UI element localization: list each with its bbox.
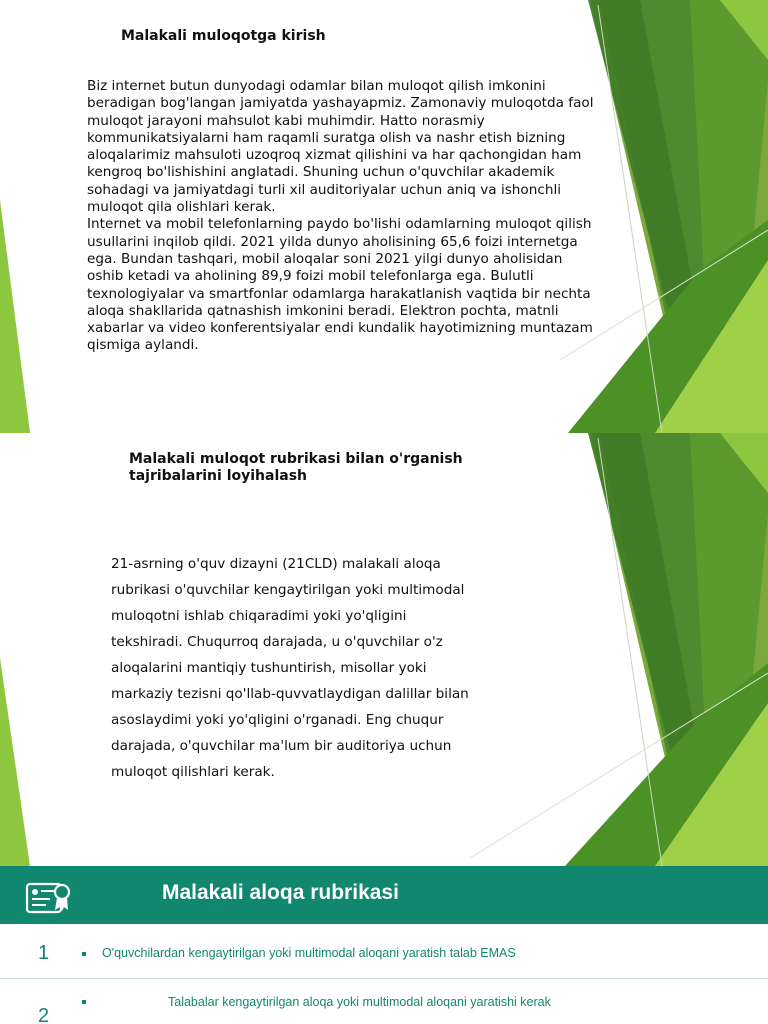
slide-title: Malakali muloqotga kirish	[121, 28, 326, 44]
rubric-title: Malakali aloqa rubrikasi	[162, 881, 399, 904]
slide-body	[87, 78, 599, 355]
row-number: 1	[38, 942, 50, 964]
row-number: 2	[38, 1005, 50, 1024]
bullet-icon	[82, 952, 86, 956]
rubric-row	[0, 924, 768, 979]
slide-title: Malakali muloqot rubrikasi bilan o'rganish tajribalarini loyihalash	[129, 451, 463, 484]
paragraph: Internet va mobil telefonlarning paydo bo'lishi odamlarning muloqot qilish usullarini inqilob qildi. 2021 yilda dunyo aholisining 65,6 foizi internetga ega. Bundan tashqari, mobil aloqalar soni 2021 yilgi dunyo aholisidan oshib ketadi va aholining 89,9 foizi mobil telefonlarga ega. Bulutli texnologiyalar va smartfonlar odamlarga harakatlanish vaqtida bir nechta aloqa shakllarida qatnashish imkonini beradi. Elektron pochta, matnli xabarlar va video konferentsiyalar endi kundalik hayotimizning muntazam qismiga aylandi.	[87, 216, 593, 354]
rubric-row	[0, 979, 768, 1024]
slide-communication-rubric	[0, 866, 768, 1024]
bullet-icon	[82, 1000, 86, 1004]
paragraph: Biz internet butun dunyodagi odamlar bilan muloqot qilish imkonini beradigan bog'langan jamiyatda yashayapmiz. Zamonaviy muloqotda faol muloqot jarayoni mahsulot kabi muhimdir. Hatto norasmiy kommunikatsiyalarni ham raqamli suratga olish va nashr etish bizning aloqalarimiz mahsuloti uzoqroq xizmat qilishini va har qachongidan ham kengroq bo'lishishini anglatadi. Shuning uchun o'quvchilar akademik sohadagi va jamiyatdagi turli xil auditoriyalar uchun aniq va ishonchli muloqot qila olishlari kerak.	[87, 78, 594, 216]
certificate-icon	[24, 874, 72, 920]
slide-rubric-design	[0, 433, 768, 866]
rubric-header	[0, 866, 768, 924]
slide-body: 21-asrning o'quv dizayni (21CLD) malakali aloqa rubrikasi o'quvchilar kengaytirilgan yoki multimodal muloqotni ishlab chiqaradimi yoki yo'qligini tekshiradi. Chuqurroq darajada, u o'quvchilar o'z aloqalarini mantiqiy tushuntirish, misollar yoki markaziy tezisni qo'llab-quvvatlaydigan dalillar bilan asoslaydimi yoki yo'qligini o'rganadi. Eng chuqur darajada, o'quvchilar ma'lum bir auditoriya uchun muloqot qilishlari kerak.	[111, 556, 469, 780]
row-text: Talabalar kengaytirilgan aloqa yoki multimodal aloqani yaratishi kerak	[168, 995, 551, 1009]
row-text: O'quvchilardan kengaytirilgan yoki multimodal aloqani yaratish talab EMAS	[102, 946, 516, 960]
slide-intro	[0, 0, 768, 433]
